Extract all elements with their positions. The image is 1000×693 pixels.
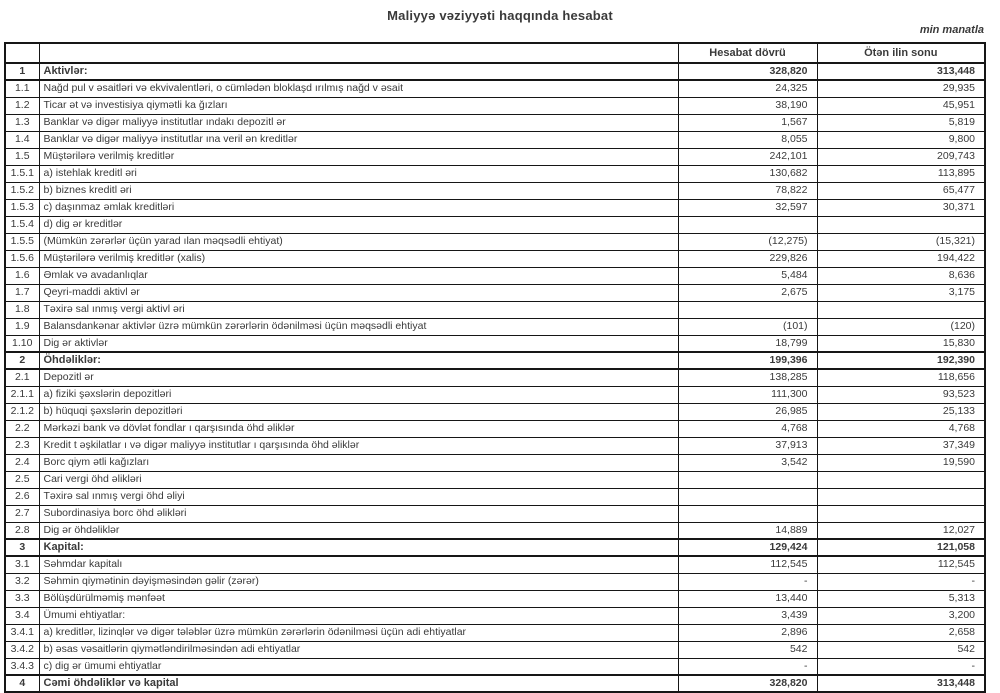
row-current-value-cell: -	[678, 658, 817, 675]
row-number-cell: 3	[5, 539, 39, 556]
table-row	[5, 471, 985, 488]
row-current-value-cell	[678, 216, 817, 233]
table-row	[5, 454, 985, 471]
table-row	[5, 437, 985, 454]
row-number-cell: 1.6	[5, 267, 39, 284]
row-number-cell: 2.4	[5, 454, 39, 471]
row-label-cell: Aktivlər:	[39, 63, 678, 80]
row-number-cell: 1.2	[5, 97, 39, 114]
row-label-cell: Depozitl ər	[39, 369, 678, 386]
row-previous-value-cell	[817, 505, 985, 522]
row-previous-value-cell	[817, 488, 985, 505]
row-current-value-cell: 3,439	[678, 607, 817, 624]
row-current-value-cell: 14,889	[678, 522, 817, 539]
row-label-cell: b) əsas vəsaitlərin qiymətləndirilməsindən adi ehtiyatlar	[39, 641, 678, 658]
row-previous-value-cell: 3,200	[817, 607, 985, 624]
table-row	[5, 641, 985, 658]
row-previous-value-cell: 209,743	[817, 148, 985, 165]
row-number-cell: 1.3	[5, 114, 39, 131]
row-current-value-cell: 78,822	[678, 182, 817, 199]
row-previous-value-cell: 12,027	[817, 522, 985, 539]
table-row	[5, 318, 985, 335]
row-number-cell: 1.10	[5, 335, 39, 352]
row-current-value-cell: 138,285	[678, 369, 817, 386]
row-current-value-cell: (12,275)	[678, 233, 817, 250]
row-current-value-cell: 130,682	[678, 165, 817, 182]
row-number-cell: 1.9	[5, 318, 39, 335]
row-label-cell: Dig ər öhdəliklər	[39, 522, 678, 539]
row-label-cell: b) hüquqi şəxslərin depozitləri	[39, 403, 678, 420]
row-number-cell: 1.5.4	[5, 216, 39, 233]
row-number-cell: 1.1	[5, 80, 39, 97]
row-number-cell: 2.6	[5, 488, 39, 505]
table-row	[5, 522, 985, 539]
row-previous-value-cell	[817, 471, 985, 488]
row-number-cell: 2.2	[5, 420, 39, 437]
row-current-value-cell: 242,101	[678, 148, 817, 165]
table-row	[5, 488, 985, 505]
row-number-cell: 2.1.1	[5, 386, 39, 403]
row-number-cell: 1.8	[5, 301, 39, 318]
table-row	[5, 131, 985, 148]
row-label-cell: Kredit t əşkilatlar ı və digər maliyyə institutlar ı qarşısında öhd əliklər	[39, 437, 678, 454]
row-label-cell: c) dig ər ümumi ehtiyatlar	[39, 658, 678, 675]
table-row	[5, 114, 985, 131]
row-number-cell: 2.5	[5, 471, 39, 488]
row-previous-value-cell: -	[817, 573, 985, 590]
row-current-value-cell: 2,675	[678, 284, 817, 301]
table-row	[5, 148, 985, 165]
row-previous-value-cell: 192,390	[817, 352, 985, 369]
row-previous-value-cell: (120)	[817, 318, 985, 335]
row-previous-value-cell: 313,448	[817, 63, 985, 80]
row-previous-value-cell: 9,800	[817, 131, 985, 148]
row-label-cell: c) daşınmaz əmlak kreditləri	[39, 199, 678, 216]
header-number-cell	[5, 43, 39, 63]
row-previous-value-cell: 4,768	[817, 420, 985, 437]
row-label-cell: Öhdəliklər:	[39, 352, 678, 369]
row-number-cell: 1.7	[5, 284, 39, 301]
table-row	[5, 607, 985, 624]
table-row	[5, 505, 985, 522]
row-number-cell: 3.4.1	[5, 624, 39, 641]
row-current-value-cell: 111,300	[678, 386, 817, 403]
row-previous-value-cell: 121,058	[817, 539, 985, 556]
row-number-cell: 2.3	[5, 437, 39, 454]
row-number-cell: 2.1	[5, 369, 39, 386]
table-row	[5, 284, 985, 301]
row-label-cell: Əmlak və avadanlıqlar	[39, 267, 678, 284]
row-label-cell: Borc qiym ətli kağızları	[39, 454, 678, 471]
row-previous-value-cell	[817, 216, 985, 233]
table-row	[5, 573, 985, 590]
row-current-value-cell: 18,799	[678, 335, 817, 352]
row-current-value-cell: 3,542	[678, 454, 817, 471]
table-row	[5, 216, 985, 233]
table-row	[5, 658, 985, 675]
table-row	[5, 233, 985, 250]
row-current-value-cell: 199,396	[678, 352, 817, 369]
row-number-cell: 3.4.3	[5, 658, 39, 675]
row-current-value-cell: 4,768	[678, 420, 817, 437]
row-label-cell: Kapital:	[39, 539, 678, 556]
row-current-value-cell	[678, 505, 817, 522]
row-number-cell: 3.4.2	[5, 641, 39, 658]
row-number-cell: 3.3	[5, 590, 39, 607]
row-number-cell: 2.7	[5, 505, 39, 522]
row-previous-value-cell: 3,175	[817, 284, 985, 301]
row-label-cell: a) istehlak kreditl əri	[39, 165, 678, 182]
row-previous-value-cell: 93,523	[817, 386, 985, 403]
row-label-cell: Səhmdar kapitalı	[39, 556, 678, 573]
table-row	[5, 556, 985, 573]
table-row	[5, 352, 985, 369]
row-previous-value-cell: 5,313	[817, 590, 985, 607]
row-label-cell: Subordinasiya borc öhd əlikləri	[39, 505, 678, 522]
row-current-value-cell: 26,985	[678, 403, 817, 420]
row-current-value-cell: 37,913	[678, 437, 817, 454]
row-current-value-cell: 5,484	[678, 267, 817, 284]
table-row	[5, 335, 985, 352]
table-row	[5, 403, 985, 420]
row-label-cell: Banklar və digər maliyyə institutlar ına veril ən kreditlər	[39, 131, 678, 148]
table-row	[5, 624, 985, 641]
row-number-cell: 3.2	[5, 573, 39, 590]
table-row	[5, 165, 985, 182]
table-row	[5, 267, 985, 284]
row-current-value-cell: 8,055	[678, 131, 817, 148]
row-current-value-cell: 229,826	[678, 250, 817, 267]
row-previous-value-cell: 542	[817, 641, 985, 658]
row-label-cell: Müştərilərə verilmiş kreditlər (xalis)	[39, 250, 678, 267]
row-label-cell: Banklar və digər maliyyə institutlar ındakı depozitl ər	[39, 114, 678, 131]
financial-position-table	[4, 42, 986, 693]
table-row	[5, 301, 985, 318]
row-current-value-cell: 13,440	[678, 590, 817, 607]
row-current-value-cell: 38,190	[678, 97, 817, 114]
row-current-value-cell	[678, 471, 817, 488]
row-label-cell: Ticar ət və investisiya qiymətli ka ğızları	[39, 97, 678, 114]
row-number-cell: 1.5.5	[5, 233, 39, 250]
row-previous-value-cell: 113,895	[817, 165, 985, 182]
header-previous-period: Ötən ilin sonu	[817, 43, 985, 63]
row-label-cell: Cari vergi öhd əlikləri	[39, 471, 678, 488]
row-number-cell: 1.5.2	[5, 182, 39, 199]
row-number-cell: 3.4	[5, 607, 39, 624]
row-current-value-cell: 328,820	[678, 63, 817, 80]
header-label-cell	[39, 43, 678, 63]
row-previous-value-cell: 15,830	[817, 335, 985, 352]
row-label-cell: Dig ər aktivlər	[39, 335, 678, 352]
row-current-value-cell: 129,424	[678, 539, 817, 556]
row-label-cell: Cəmi öhdəliklər və kapital	[39, 675, 678, 692]
row-previous-value-cell: 194,422	[817, 250, 985, 267]
row-number-cell: 1.5	[5, 148, 39, 165]
table-row	[5, 420, 985, 437]
row-previous-value-cell: 2,658	[817, 624, 985, 641]
row-previous-value-cell	[817, 301, 985, 318]
table-row	[5, 590, 985, 607]
row-previous-value-cell: 30,371	[817, 199, 985, 216]
row-number-cell: 4	[5, 675, 39, 692]
row-previous-value-cell: -	[817, 658, 985, 675]
row-label-cell: a) fiziki şəxslərin depozitləri	[39, 386, 678, 403]
row-number-cell: 1.5.1	[5, 165, 39, 182]
row-current-value-cell: 542	[678, 641, 817, 658]
row-number-cell: 2.8	[5, 522, 39, 539]
row-label-cell: Müştərilərə verilmiş kreditlər	[39, 148, 678, 165]
page-title: Maliyyə vəziyyəti haqqında hesabat	[387, 8, 613, 23]
row-label-cell: a) kreditlər, lizinqlər və digər tələblər üzrə mümkün zərərlərin ödənilməsi üçün adi ehtiyatlar	[39, 624, 678, 641]
header-current-period: Hesabat dövrü	[678, 43, 817, 63]
row-label-cell: Səhmin qiymətinin dəyişməsindən gəlir (zərər)	[39, 573, 678, 590]
row-previous-value-cell: 45,951	[817, 97, 985, 114]
row-label-cell: Bölüşdürülməmiş mənfəət	[39, 590, 678, 607]
row-current-value-cell: 24,325	[678, 80, 817, 97]
table-row	[5, 199, 985, 216]
row-current-value-cell: (101)	[678, 318, 817, 335]
row-previous-value-cell: 118,656	[817, 369, 985, 386]
row-label-cell: (Mümkün zərərlər üçün yarad ılan məqsədli ehtiyat)	[39, 233, 678, 250]
row-number-cell: 1.4	[5, 131, 39, 148]
row-previous-value-cell: (15,321)	[817, 233, 985, 250]
row-number-cell: 1	[5, 63, 39, 80]
row-previous-value-cell: 19,590	[817, 454, 985, 471]
row-number-cell: 2.1.2	[5, 403, 39, 420]
unit-note: min manatla	[919, 24, 984, 36]
row-current-value-cell: 2,896	[678, 624, 817, 641]
row-label-cell: Mərkəzi bank və dövlət fondlar ı qarşısında öhd əliklər	[39, 420, 678, 437]
row-previous-value-cell: 25,133	[817, 403, 985, 420]
row-previous-value-cell: 65,477	[817, 182, 985, 199]
row-number-cell: 1.5.3	[5, 199, 39, 216]
row-number-cell: 2	[5, 352, 39, 369]
table-row	[5, 250, 985, 267]
row-current-value-cell	[678, 488, 817, 505]
row-current-value-cell: 1,567	[678, 114, 817, 131]
row-label-cell: Nağd pul v əsaitləri və ekvivalentləri, o cümlədən bloklaşd ırılmış nağd v əsait	[39, 80, 678, 97]
table-row	[5, 80, 985, 97]
row-label-cell: Təxirə sal ınmış vergi öhd əliyi	[39, 488, 678, 505]
row-label-cell: Balansdankənar aktivlər üzrə mümkün zərərlərin ödənilməsi üçün məqsədli ehtiyat	[39, 318, 678, 335]
row-current-value-cell: 328,820	[678, 675, 817, 692]
row-current-value-cell	[678, 301, 817, 318]
row-current-value-cell: 32,597	[678, 199, 817, 216]
table-row	[5, 675, 985, 692]
row-label-cell: Ümumi ehtiyatlar:	[39, 607, 678, 624]
row-current-value-cell: 112,545	[678, 556, 817, 573]
table-row	[5, 369, 985, 386]
row-label-cell: b) biznes kreditl əri	[39, 182, 678, 199]
row-current-value-cell: -	[678, 573, 817, 590]
row-previous-value-cell: 5,819	[817, 114, 985, 131]
row-label-cell: Təxirə sal ınmış vergi aktivl əri	[39, 301, 678, 318]
table-row	[5, 63, 985, 80]
row-previous-value-cell: 313,448	[817, 675, 985, 692]
row-previous-value-cell: 8,636	[817, 267, 985, 284]
row-label-cell: Qeyri-maddi aktivl ər	[39, 284, 678, 301]
table-row	[5, 97, 985, 114]
row-previous-value-cell: 112,545	[817, 556, 985, 573]
table-row	[5, 182, 985, 199]
table-row	[5, 539, 985, 556]
row-number-cell: 3.1	[5, 556, 39, 573]
row-number-cell: 1.5.6	[5, 250, 39, 267]
table-header-row	[5, 43, 985, 63]
row-previous-value-cell: 37,349	[817, 437, 985, 454]
row-previous-value-cell: 29,935	[817, 80, 985, 97]
row-label-cell: d) dig ər kreditlər	[39, 216, 678, 233]
table-row	[5, 386, 985, 403]
